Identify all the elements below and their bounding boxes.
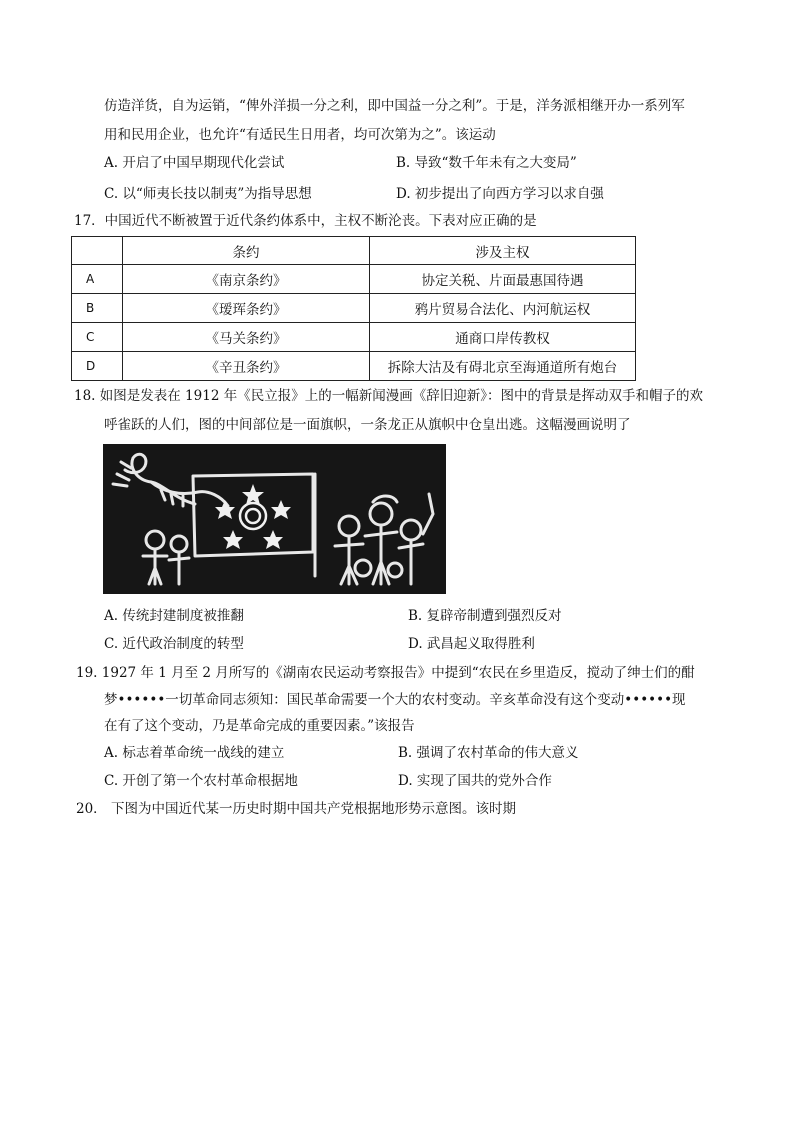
- q16-option-a: A. 开启了中国早期现代化尝试: [104, 155, 285, 171]
- q18-option-a: A. 传统封建制度被推翻: [104, 608, 244, 624]
- table-cell: D: [72, 352, 123, 381]
- table-row: [72, 265, 636, 294]
- q18-stem-line-2: 呼雀跃的人们，图的中间部位是一面旗帜，一条龙正从旗帜中仓皇出逃。这幅漫画说明了: [104, 417, 631, 433]
- q19-option-a: A. 标志着革命统一战线的建立: [104, 745, 285, 761]
- table-row: [72, 352, 636, 381]
- q16-option-d: D. 初步提出了向西方学习以求自强: [396, 186, 604, 202]
- table-header-cell: 条约: [123, 237, 370, 265]
- q16-option-b: B. 导致“数千年未有之大变局”: [396, 155, 577, 171]
- table-cell: 通商口岸传教权: [370, 323, 636, 352]
- table-cell: 《瑷珲条约》: [123, 294, 370, 323]
- table-cell: 鸦片贸易合法化、内河航运权: [370, 294, 636, 323]
- q19-stem-line-1: 19. 1927 年 1 月至 2 月所写的《湖南农民运动考察报告》中提到“农民在乡里造反，搅动了绅士们的酣: [76, 665, 695, 681]
- q19-option-d: D. 实现了国共的党外合作: [398, 773, 552, 789]
- q18-option-c: C. 近代政治制度的转型: [104, 636, 244, 652]
- table-cell: 《马关条约》: [123, 323, 370, 352]
- q18-option-d: D. 武昌起义取得胜利: [408, 636, 535, 652]
- q18-option-b: B. 复辟帝制遭到强烈反对: [408, 608, 562, 624]
- table-cell: 《辛丑条约》: [123, 352, 370, 381]
- table-cell: 《南京条约》: [123, 265, 370, 294]
- q20-stem: 20． 下图为中国近代某一历史时期中国共产党根据地形势示意图。该时期: [76, 801, 516, 817]
- q16-stem-line-2: 用和民用企业，也允许“有适民生日用者，均可次第为之”。该运动: [104, 127, 496, 143]
- table-cell: B: [72, 294, 123, 323]
- table-row: [72, 294, 636, 323]
- table-cell: 拆除大沽及有碍北京至海通道所有炮台: [370, 352, 636, 381]
- table-header-row: [72, 237, 636, 265]
- table-header-cell: [72, 237, 123, 265]
- q18-stem-line-1: 18. 如图是发表在 1912 年《民立报》上的一幅新闻漫画《辞旧迎新》：图中的背景是挥动双手和帽子的欢: [74, 388, 703, 404]
- table-cell: C: [72, 323, 123, 352]
- table-cell: 协定关税、片面最惠国待遇: [370, 265, 636, 294]
- q19-option-b: B. 强调了农村革命的伟大意义: [398, 745, 579, 761]
- q19-option-c: C. 开创了第一个农村革命根据地: [104, 773, 298, 789]
- q16-stem-line-1: 仿造洋货，自为运销，“俾外洋损一分之利，即中国益一分之利”。于是，洋务派相继开办一系列军: [104, 98, 685, 114]
- table-cell: A: [72, 265, 123, 294]
- table-row: [72, 323, 636, 352]
- cartoon-image: [103, 444, 446, 594]
- treaty-table: [71, 236, 636, 381]
- q19-stem-line-2: 梦••••••一切革命同志须知：国民革命需要一个大的农村变动。辛亥革命没有这个变动••••••现: [104, 692, 686, 708]
- q16-option-c: C. 以“师夷长技以制夷”为指导思想: [104, 186, 312, 202]
- table-header-cell: 涉及主权: [370, 237, 636, 265]
- q17-stem: 17．中国近代不断被置于近代条约体系中，主权不断沦丧。下表对应正确的是: [74, 213, 537, 229]
- q19-stem-line-3: 在有了这个变动，乃是革命完成的重要因素。”该报告: [104, 718, 415, 734]
